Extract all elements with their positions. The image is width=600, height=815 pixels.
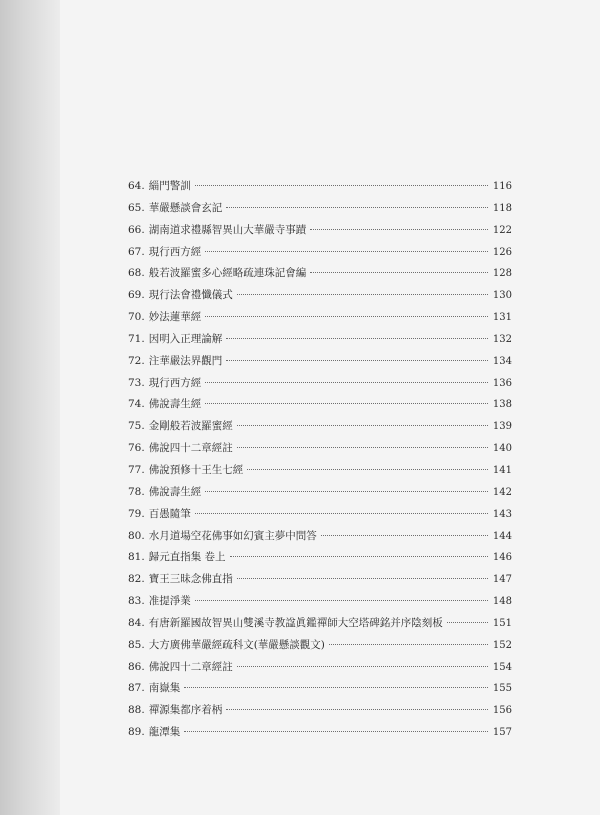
toc-entry: [128, 242, 512, 264]
toc-entry-page: 147: [492, 574, 512, 586]
toc-entry: [128, 591, 512, 613]
toc-entry: [128, 394, 512, 416]
toc-entry-title: 龍潭集: [148, 726, 181, 739]
toc-entry: [128, 373, 512, 395]
toc-entry-title: 般若波羅蜜多心經略疏連珠記會編: [148, 267, 307, 280]
toc-entry-title: 水月道場空花佛事如幻賓主夢中問答: [148, 529, 317, 542]
toc-entry-page: 152: [492, 639, 512, 651]
toc-entry-title: 金剛般若波羅蜜經: [148, 420, 233, 433]
dot-leader: [205, 382, 488, 383]
toc-entry-page: 136: [492, 377, 512, 389]
toc-entry-number: 87.: [128, 682, 145, 695]
toc-entry: [128, 547, 512, 569]
toc-entry: [128, 198, 512, 220]
toc-entry-page: 148: [492, 596, 512, 608]
toc-entry: [128, 460, 512, 482]
toc-entry-number: 83.: [128, 595, 145, 608]
toc-entry-page: 118: [492, 202, 512, 214]
toc-entry-title: 有唐新羅國故智異山雙溪寺教諡眞鑑禪師大空塔碑銘并序陰刻板: [148, 616, 443, 629]
toc-entry-page: 146: [492, 552, 512, 564]
toc-entry: [128, 438, 512, 460]
toc-entry-title: 佛說四十二章經註: [148, 442, 233, 455]
dot-leader: [237, 447, 488, 448]
dot-leader: [226, 360, 488, 361]
dot-leader: [195, 600, 488, 601]
toc-entry-page: 154: [492, 661, 512, 673]
toc-entry: [128, 722, 512, 744]
toc-entry-title: 緇門警訓: [148, 180, 191, 192]
toc-entry: [128, 329, 512, 351]
toc-entry-title: 准提淨業: [148, 595, 191, 608]
toc-entry-page: 155: [492, 683, 512, 695]
dot-leader: [237, 294, 488, 295]
toc-entry-title: 現行西方經: [148, 245, 202, 258]
dot-leader: [195, 185, 488, 186]
dot-leader: [237, 578, 488, 579]
dot-leader: [247, 469, 488, 470]
dot-leader: [226, 207, 488, 208]
toc-entry-number: 64.: [128, 180, 145, 192]
toc-entry-page: 134: [492, 355, 512, 367]
toc-entry-title: 現行法會禮懺儀式: [148, 289, 233, 302]
dot-leader: [184, 731, 488, 732]
toc-entry-page: 143: [492, 508, 512, 520]
table-of-contents: [128, 176, 512, 744]
toc-entry: [128, 176, 512, 198]
toc-entry-page: 138: [492, 399, 512, 411]
toc-entry-number: 65.: [128, 201, 145, 214]
toc-entry: [128, 504, 512, 526]
dot-leader: [230, 556, 488, 557]
toc-entry-number: 84.: [128, 616, 145, 629]
toc-entry-title: 南嶽集: [148, 682, 181, 695]
toc-entry-number: 88.: [128, 704, 145, 717]
toc-entry-title: 湖南道求禮縣智異山大華嚴寺事蹟: [148, 223, 307, 236]
dot-leader: [310, 272, 488, 273]
toc-entry-page: 128: [492, 268, 512, 280]
dot-leader: [237, 666, 488, 667]
toc-entry: [128, 307, 512, 329]
toc-entry-title: 禪源集都序着柄: [148, 704, 223, 717]
toc-entry-title: 現行西方經: [148, 376, 202, 389]
toc-entry-number: 89.: [128, 726, 145, 739]
toc-entry-page: 142: [492, 486, 512, 498]
toc-entry-number: 86.: [128, 660, 145, 673]
toc-entry-title: 佛說預修十王生七經: [148, 463, 244, 476]
dot-leader: [329, 644, 488, 645]
toc-entry-title: 妙法蓮華經: [148, 311, 202, 324]
toc-entry-page: 140: [492, 443, 512, 455]
toc-entry-title: 佛說壽生經: [148, 398, 202, 411]
toc-entry: [128, 700, 512, 722]
toc-entry-page: 132: [492, 333, 512, 345]
toc-entry-title: 佛說四十二章經註: [148, 660, 233, 673]
toc-entry-number: 67.: [128, 245, 145, 258]
toc-entry: [128, 416, 512, 438]
toc-entry: [128, 220, 512, 242]
book-gutter-shadow: [0, 0, 60, 815]
toc-entry-number: 71.: [128, 332, 145, 345]
toc-entry-number: 82.: [128, 573, 145, 586]
toc-entry-page: 141: [492, 464, 512, 476]
toc-entry-number: 77.: [128, 463, 145, 476]
dot-leader: [321, 535, 488, 536]
toc-entry-page: 151: [492, 617, 512, 629]
dot-leader: [205, 251, 488, 252]
toc-entry-title: 寶王三昧念佛直指: [148, 573, 233, 586]
toc-entry-page: 156: [492, 705, 512, 717]
toc-entry: [128, 678, 512, 700]
toc-entry-number: 72.: [128, 354, 145, 367]
toc-entry-title: 注華嚴法界觀門: [148, 354, 223, 367]
toc-entry-page: 157: [492, 727, 512, 739]
toc-entry: [128, 526, 512, 548]
toc-entry-number: 81.: [128, 551, 145, 564]
toc-entry-number: 75.: [128, 420, 145, 433]
toc-entry-page: 144: [492, 530, 512, 542]
dot-leader: [226, 709, 488, 710]
dot-leader: [184, 687, 488, 688]
toc-entry-number: 85.: [128, 638, 145, 651]
toc-entry-number: 76.: [128, 442, 145, 455]
toc-entry-number: 68.: [128, 267, 145, 280]
toc-entry-page: 131: [492, 312, 512, 324]
dot-leader: [205, 316, 488, 317]
toc-entry-number: 69.: [128, 289, 145, 302]
dot-leader: [226, 338, 488, 339]
toc-entry-title: 百愚隨筆: [148, 507, 191, 520]
toc-entry: [128, 657, 512, 679]
toc-entry-number: 70.: [128, 311, 145, 324]
toc-entry-number: 78.: [128, 485, 145, 498]
toc-entry: [128, 351, 512, 373]
dot-leader: [447, 622, 488, 623]
toc-entry-page: 116: [492, 181, 512, 192]
toc-entry: [128, 635, 512, 657]
toc-entry: [128, 482, 512, 504]
dot-leader: [237, 425, 488, 426]
toc-entry-number: 80.: [128, 529, 145, 542]
toc-entry-title: 歸元直指集 卷上: [148, 551, 226, 564]
toc-entry-title: 佛說壽生經: [148, 485, 202, 498]
dot-leader: [310, 229, 488, 230]
dot-leader: [195, 513, 488, 514]
toc-entry-number: 79.: [128, 507, 145, 520]
dot-leader: [205, 403, 488, 404]
toc-entry-title: 因明入正理論解: [148, 332, 223, 345]
toc-entry-page: 126: [492, 246, 512, 258]
toc-entry-number: 66.: [128, 223, 145, 236]
toc-entry: [128, 285, 512, 307]
toc-entry-title: 華嚴懸談會玄記: [148, 201, 223, 214]
toc-entry-page: 130: [492, 290, 512, 302]
toc-entry: [128, 613, 512, 635]
toc-entry: [128, 263, 512, 285]
dot-leader: [205, 491, 488, 492]
toc-entry-page: 139: [492, 421, 512, 433]
toc-entry: [128, 569, 512, 591]
toc-entry-title: 大方廣佛華嚴經疏科文(華嚴懸談觀文): [148, 638, 325, 651]
toc-entry-number: 73.: [128, 376, 145, 389]
toc-entry-page: 122: [492, 224, 512, 236]
toc-entry-number: 74.: [128, 398, 145, 411]
